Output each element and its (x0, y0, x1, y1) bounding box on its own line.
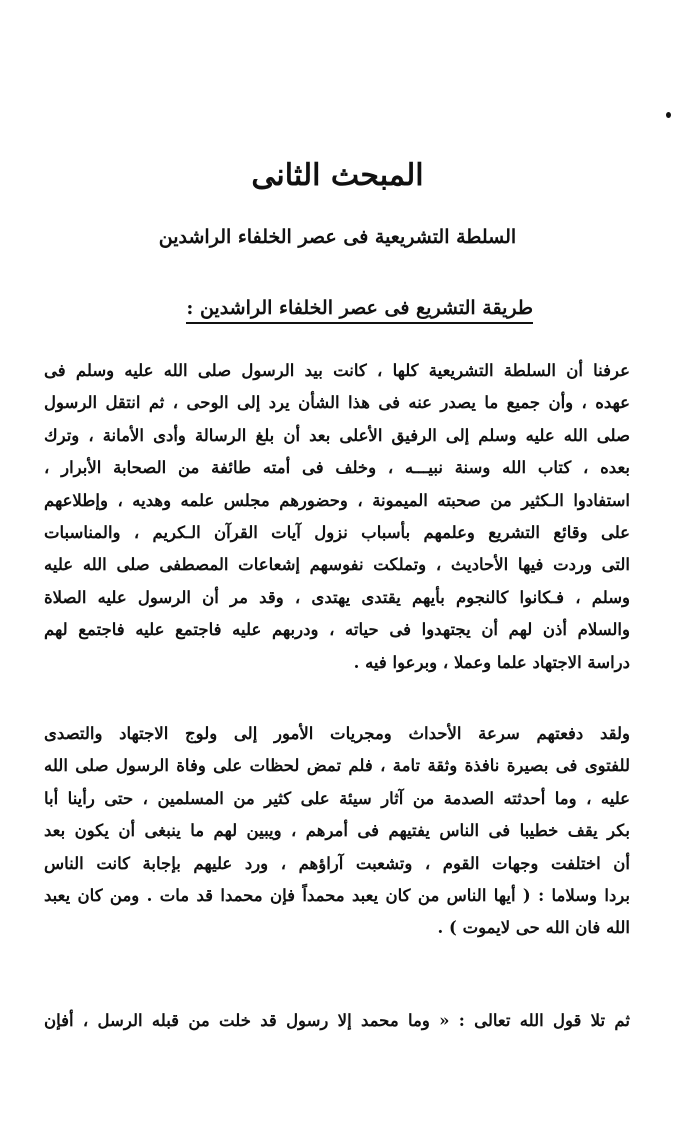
paragraph-2 (44, 718, 630, 945)
text-line: استفادوا الـكثير من صحبته الميمونة ، وحضورهم مجلس علمه وهديه ، وإطلاعهم (44, 490, 630, 510)
text-line: عليه ، وما أحدثته الصدمة من آثار سيئة على كثير من المسلمين ، حتى رأينا أبا (44, 788, 630, 808)
text-line: للفتوى فى بصيرة نافذة وثقة تامة ، فلم تمض لحظات على وفاة الرسول صلى الله (44, 756, 630, 776)
text-line: على وقائع التشريع وعلمهم بأسباب نزول آيات القرآن الـكريم ، والمناسبات (44, 523, 630, 543)
text-line: أن اختلفت وجهات القوم ، وتشعبت آراؤهم ، ورد عليهم بإجابة كانت الناس (44, 853, 630, 873)
text-line: بكر يقف خطيبا فى الناس يفتيهم فى أمرهم ، ويبين لهم ما ينبغى أن يكون بعد (44, 821, 630, 841)
text-line: عهده ، وأن جميع ما يصدر عنه فى هذا الشأن يرد إلى الوحى ، ثم انتقل الرسول (44, 393, 630, 413)
text-line: دراسة الاجتهاد علما وعملا ، وبرعوا فيه . (353, 652, 630, 672)
text-line: صلى الله عليه وسلم إلى الرفيق الأعلى بعد أن بلغ الرسالة وأدى الأمانة ، وترك (44, 425, 630, 445)
section-heading: طريقة التشريع فى عصر الخلفاء الراشدين : (186, 297, 533, 324)
text-line: بعده ، كتاب الله وسنة نبيـــه ، وخلف فى أمته طائفة من الصحابة الأبرار ، (44, 458, 630, 478)
text-line: عرفنا أن السلطة التشريعية كلها ، كانت بيد الرسول صلى الله عليه وسلم فى (44, 361, 630, 380)
page-edge-mark (666, 112, 671, 118)
text-line: والسلام أذن لهم أن يجتهدوا فى حياته ، ودربهم عليه فاجتمع عليه فاجتمع لهم (44, 620, 630, 640)
text-line: وسلم ، فـكانوا كالنجوم بأيهم يقتدى يهتدى ، وقد مر أن الرسول عليه الصلاة (44, 587, 630, 607)
chapter-subtitle: السلطة التشريعية فى عصر الخلفاء الراشدين (158, 226, 517, 248)
text-line: الله فان الله حى لايموت ) . (437, 918, 630, 938)
text-line: التى وردت فيها الأحاديث ، وتملكت نفوسهم إشعاعات المصطفى صلى الله عليه (44, 555, 630, 575)
paragraph-3 (44, 1005, 630, 1037)
text-line: ولقد دفعتهم سرعة الأحداث ومجريات الأمور إلى ولوج الاجتهاد والتصدى (44, 724, 630, 743)
text-line: ثم تلا قول الله تعالى : « وما محمد إلا رسول قد خلت من قبله الرسل ، أفإن (44, 1011, 630, 1030)
text-line: بردا وسلاما : ( أيها الناس من كان يعبد محمداً فإن محمدا قد مات . ومن كان يعبد (44, 886, 630, 906)
paragraph-1 (44, 355, 630, 679)
chapter-title: المبحث الثانى (251, 158, 424, 193)
